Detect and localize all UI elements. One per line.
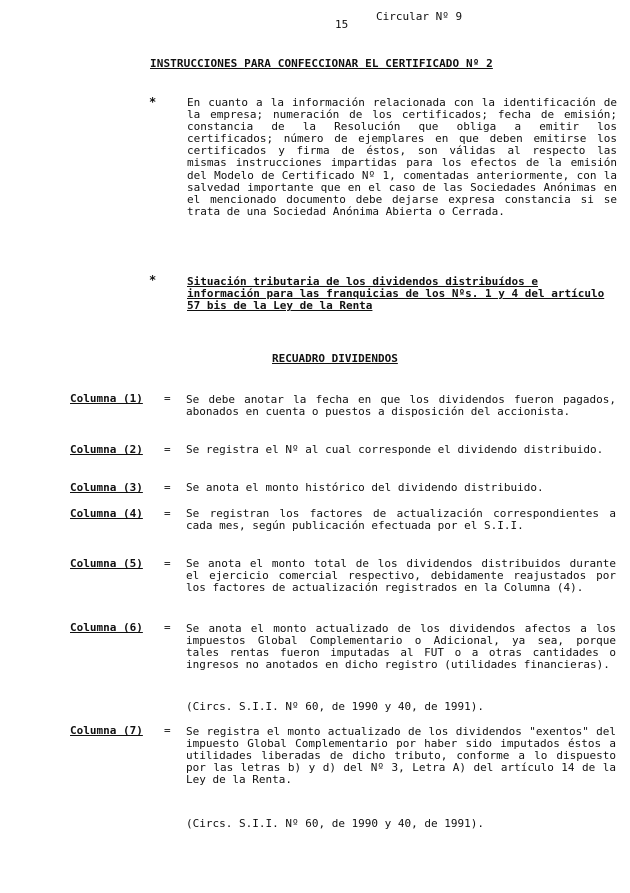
document-title: INSTRUCCIONES PARA CONFECCIONAR EL CERTIFICADO Nº 2 [150, 57, 493, 70]
column-description: Se registra el Nº al cual corresponde el dividendo distribuido. [186, 443, 604, 456]
equals-sign: = [164, 621, 171, 634]
equals-sign: = [164, 392, 171, 405]
column-description: Se anota el monto histórico del dividendo distribuido. [186, 481, 544, 494]
column-description: Se registra el monto actualizado de los dividendos "exentos" del impuesto Global Complementario por haber sido imputados éstos a utilidades liberadas de dicho tributo, conforme a lo dispuesto por las letras b) y d) del Nº 3, Letra A) del artículo 14 de la Ley de la Renta. [186, 725, 616, 787]
equals-sign: = [164, 724, 171, 737]
bullet-marker: * [149, 273, 157, 287]
column-description: Se anota el monto actualizado de los dividendos afectos a los impuestos Global Complementario o Adicional, ya sea, porque tales rentas fueron imputadas al FUT o a otras cantidades o ingresos no anotados en dicho registro (utilidades financieras). [186, 622, 616, 672]
equals-sign: = [164, 557, 171, 570]
bullet-marker: * [149, 95, 157, 109]
column-description: Se registran los factores de actualización correspondientes a cada mes, según publicación efectuada por el S.I.I. [186, 507, 616, 533]
column-description: Se debe anotar la fecha en que los dividendos fueron pagados, abonados en cuenta o puestos a disposición del accionista. [186, 393, 616, 419]
equals-sign: = [164, 481, 171, 494]
circular-number: Circular Nº 9 [376, 10, 463, 23]
citation: (Circs. S.I.I. Nº 60, de 1990 y 40, de 1991). [186, 817, 485, 830]
column-label: Columna (5) [70, 557, 143, 570]
column-label: Columna (1) [70, 392, 143, 405]
column-description: Se anota el monto total de los dividendos distribuidos durante el ejercicio comercial respectivo, debidamente reajustados por los factores de actualización registrados en la Columna (4). [186, 557, 616, 595]
column-label: Columna (7) [70, 724, 143, 737]
equals-sign: = [164, 507, 171, 520]
column-label: Columna (6) [70, 621, 143, 634]
page-number: 15 [335, 18, 349, 31]
section-title: RECUADRO DIVIDENDOS [272, 352, 398, 365]
column-label: Columna (3) [70, 481, 143, 494]
equals-sign: = [164, 443, 171, 456]
bullet-paragraph-general: En cuanto a la información relacionada con la identificación de la empresa; numeración de los certificados; fecha de emisión; constancia de la Resolución que obliga a emitir los certificados; número de ejemplares en que deben emitirse los certificados y firma de éstos, son válidas al respecto las mismas instrucciones impartidas para los efectos de la emisión del Modelo de Certificado Nº 1, comentadas anteriormente, con la salvedad importante que en el caso de las Sociedades Anónimas en el mencionado documento debe dejarse expresa constancia si se trata de una Sociedad Anónima Abierta o Cerrada. [187, 96, 617, 218]
bullet-heading-tax-situation: Situación tributaria de los dividendos distribuídos e información para las franquicias de los Nºs. 1 y 4 del artículo 57 bis de la Ley de la Renta [187, 275, 605, 313]
column-label: Columna (2) [70, 443, 143, 456]
column-label: Columna (4) [70, 507, 143, 520]
citation: (Circs. S.I.I. Nº 60, de 1990 y 40, de 1991). [186, 700, 485, 713]
